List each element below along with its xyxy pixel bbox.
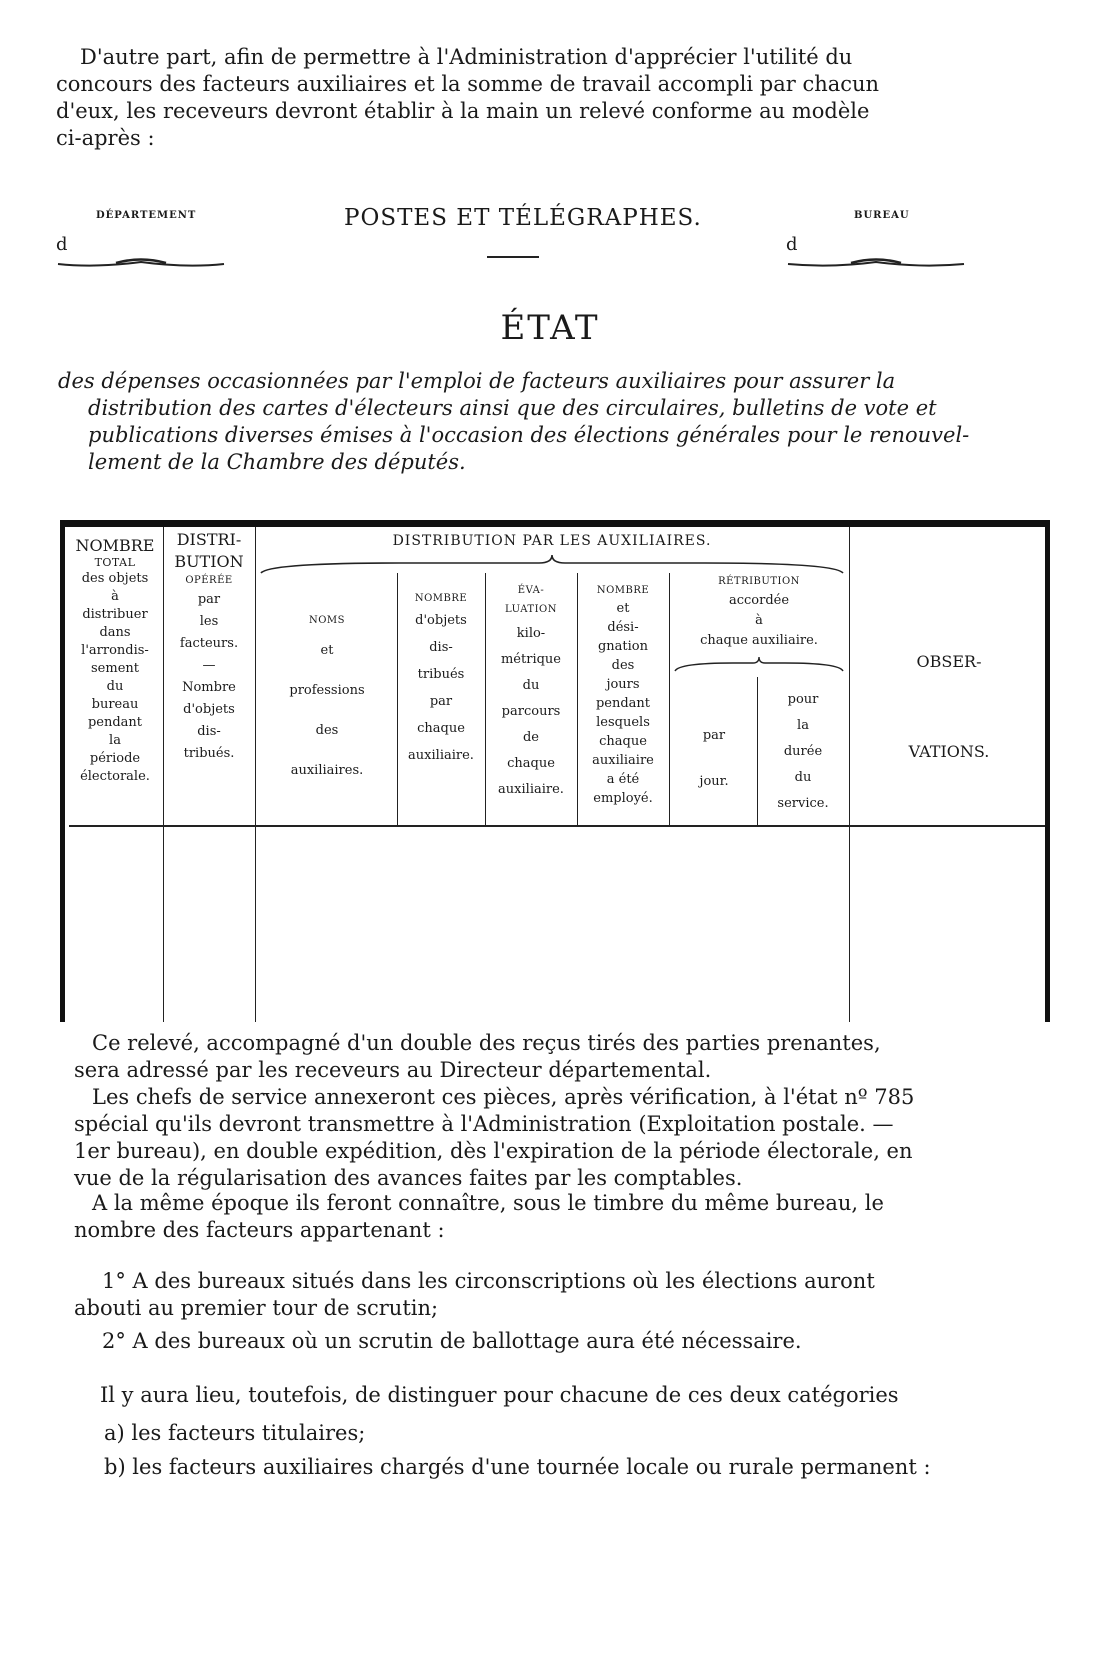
header-text: auxiliaire.	[498, 782, 564, 797]
col-par-jour-header	[671, 713, 757, 805]
list-item-2: 2° A des bureaux où un scrutin de ballottage aura été nécessaire.	[102, 1329, 802, 1353]
body-line: sera adressé par les receveurs au Directeur départemental.	[74, 1058, 712, 1082]
header-text: d'objets	[183, 702, 235, 717]
page-header-title: POSTES ET TÉLÉGRAPHES.	[344, 205, 702, 231]
body-paragraph-1	[74, 1030, 1044, 1084]
header-text: par	[702, 728, 726, 743]
column-divider	[397, 573, 398, 827]
header-text: LUATION	[505, 604, 557, 615]
header-text: des objets	[81, 571, 149, 586]
header-text: tribués.	[183, 746, 235, 761]
header-text: d'objets	[415, 613, 467, 628]
header-text: professions	[289, 683, 365, 698]
intro-line: D'autre part, afin de permettre à l'Administration d'apprécier l'utilité du	[80, 45, 853, 69]
list-item-1	[74, 1268, 1044, 1322]
etat-line: publications diverses émises à l'occasion des élections générales pour le renouvel-	[88, 423, 970, 447]
header-text: des	[611, 658, 635, 673]
header-text: pour	[787, 692, 819, 707]
column-divider	[757, 677, 758, 827]
column-divider	[255, 527, 256, 1022]
header-text: NOMBRE	[75, 536, 155, 555]
etat-line: lement de la Chambre des députés.	[88, 450, 466, 474]
body-line: nombre des facteurs appartenant :	[74, 1218, 445, 1242]
header-text: électorale.	[80, 769, 150, 784]
body-line: vue de la régularisation des avances faites par les comptables.	[74, 1166, 743, 1190]
header-text: par	[429, 694, 453, 709]
header-text: à	[755, 613, 763, 628]
header-text: et	[320, 643, 334, 658]
header-text: et	[616, 601, 630, 616]
retribution-brace	[673, 655, 845, 673]
header-text: OPÉRÉE	[185, 575, 233, 586]
department-label: DÉPARTEMENT	[96, 210, 197, 221]
retribution-header	[671, 573, 847, 651]
intro-line: d'eux, les receveurs devront établir à la main un relevé conforme au modèle	[56, 99, 870, 123]
col-distribution-facteurs-header	[165, 529, 253, 765]
body-paragraph-2	[74, 1084, 1044, 1192]
header-text: chaque	[417, 721, 465, 736]
header-text: DISTRI-	[176, 530, 242, 549]
intro-paragraph	[56, 44, 1046, 152]
header-text: —	[202, 658, 216, 673]
column-divider	[849, 527, 850, 1022]
col-noms-header	[259, 611, 395, 791]
col-nombre-objets-header	[399, 591, 483, 769]
header-text: service.	[777, 796, 829, 811]
header-text: TOTAL	[94, 556, 136, 569]
header-text: auxiliaires.	[290, 763, 364, 778]
column-divider	[577, 573, 578, 827]
col-jours-header	[579, 583, 667, 808]
header-text: employé.	[593, 791, 653, 806]
header-text: l'arrondis-	[81, 643, 149, 658]
header-text: NOMBRE	[414, 593, 468, 604]
body-line: A la même époque ils feront connaître, sous le timbre du même bureau, le	[92, 1191, 884, 1215]
header-text: ÉVA-	[517, 585, 545, 596]
header-rule	[487, 256, 539, 258]
bureau-label: BUREAU	[854, 210, 910, 221]
header-text: dis-	[429, 640, 453, 655]
header-text: chaque	[507, 756, 555, 771]
col-duree-service-header	[759, 687, 847, 817]
header-text: VATIONS.	[908, 742, 990, 761]
header-text: BUTION	[174, 552, 244, 571]
header-text: OBSER-	[916, 652, 982, 671]
header-text: à	[111, 589, 119, 604]
etat-title: ÉTAT	[500, 308, 600, 348]
header-text: par	[197, 592, 221, 607]
header-text: du	[522, 678, 540, 693]
header-text: parcours	[501, 704, 561, 719]
header-text: chaque	[599, 734, 647, 749]
bureau-blank: d	[786, 234, 798, 255]
header-text: du	[794, 770, 812, 785]
group-header-auxiliaires: DISTRIBUTION PAR LES AUXILIAIRES.	[392, 533, 712, 549]
left-swash-ornament	[56, 254, 226, 274]
group-brace	[259, 553, 845, 575]
department-blank: d	[56, 234, 68, 255]
header-text: métrique	[500, 652, 561, 667]
header-text: gnation	[597, 639, 649, 654]
header-text: sement	[91, 661, 139, 676]
header-text: accordée	[728, 593, 790, 608]
header-text: facteurs.	[179, 636, 239, 651]
header-text: pendant	[595, 696, 651, 711]
header-text: période	[89, 751, 141, 766]
etat-line: distribution des cartes d'électeurs ainsi que des circulaires, bulletins de vote et	[88, 396, 937, 420]
header-text: auxiliaire	[592, 753, 654, 768]
body-line: Ce relevé, accompagné d'un double des reçus tirés des parties prenantes,	[92, 1031, 881, 1055]
header-text: Nombre	[182, 680, 236, 695]
list-item-b: b) les facteurs auxiliaires chargés d'une tournée locale ou rurale permanent :	[104, 1455, 931, 1479]
header-text: du	[106, 679, 124, 694]
body-line: 1° A des bureaux situés dans les circonscriptions où les élections auront	[102, 1269, 875, 1293]
header-text: des	[315, 723, 339, 738]
header-text: lesquels	[596, 715, 650, 730]
body-paragraph-4: Il y aura lieu, toutefois, de distinguer pour chacune de ces deux catégories	[100, 1383, 899, 1407]
column-divider	[669, 573, 670, 827]
header-text: de	[522, 730, 539, 745]
header-text: dési-	[607, 620, 639, 635]
header-text: la	[797, 718, 809, 733]
column-divider	[163, 527, 164, 1022]
right-swash-ornament	[786, 254, 966, 274]
expense-table	[60, 520, 1050, 1022]
header-text: jours	[606, 677, 640, 692]
header-text: a été	[606, 772, 640, 787]
etat-description	[58, 368, 1028, 476]
column-divider	[485, 573, 486, 827]
header-text: NOMS	[308, 615, 346, 626]
body-line: spécial qu'ils devront transmettre à l'Administration (Exploitation postale. —	[74, 1112, 894, 1136]
header-bottom-rule	[69, 825, 1045, 827]
header-text: kilo-	[516, 626, 546, 641]
header-text: bureau	[91, 697, 139, 712]
header-text: RÉTRIBUTION	[718, 576, 800, 587]
header-text: pendant	[87, 715, 143, 730]
col-evaluation-header	[487, 583, 575, 803]
col-total-objects-header	[69, 535, 161, 786]
header-text: jour.	[699, 774, 729, 789]
header-text: NOMBRE	[596, 585, 650, 596]
body-line: Les chefs de service annexeront ces pièces, après vérification, à l'état nº 785	[92, 1085, 915, 1109]
header-text: dis-	[197, 724, 221, 739]
intro-line: ci-après :	[56, 126, 155, 150]
body-line: 1er bureau), en double expédition, dès l'expiration de la période électorale, en	[74, 1139, 913, 1163]
header-text: durée	[783, 744, 823, 759]
header-text: la	[109, 733, 121, 748]
etat-line: des dépenses occasionnées par l'emploi de facteurs auxiliaires pour assurer la	[58, 369, 896, 393]
header-text: chaque auxiliaire.	[700, 633, 818, 648]
header-text: distribuer	[82, 607, 148, 622]
body-line: abouti au premier tour de scrutin;	[74, 1296, 439, 1320]
header-text: tribués	[417, 667, 465, 682]
body-paragraph-3	[74, 1190, 1044, 1244]
intro-line: concours des facteurs auxiliaires et la somme de travail accompli par chacun	[56, 72, 880, 96]
list-item-a: a) les facteurs titulaires;	[104, 1421, 366, 1445]
col-observations-header	[851, 617, 1047, 797]
header-text: dans	[99, 625, 131, 640]
header-text: auxiliaire.	[408, 748, 474, 763]
header-text: les	[199, 614, 219, 629]
